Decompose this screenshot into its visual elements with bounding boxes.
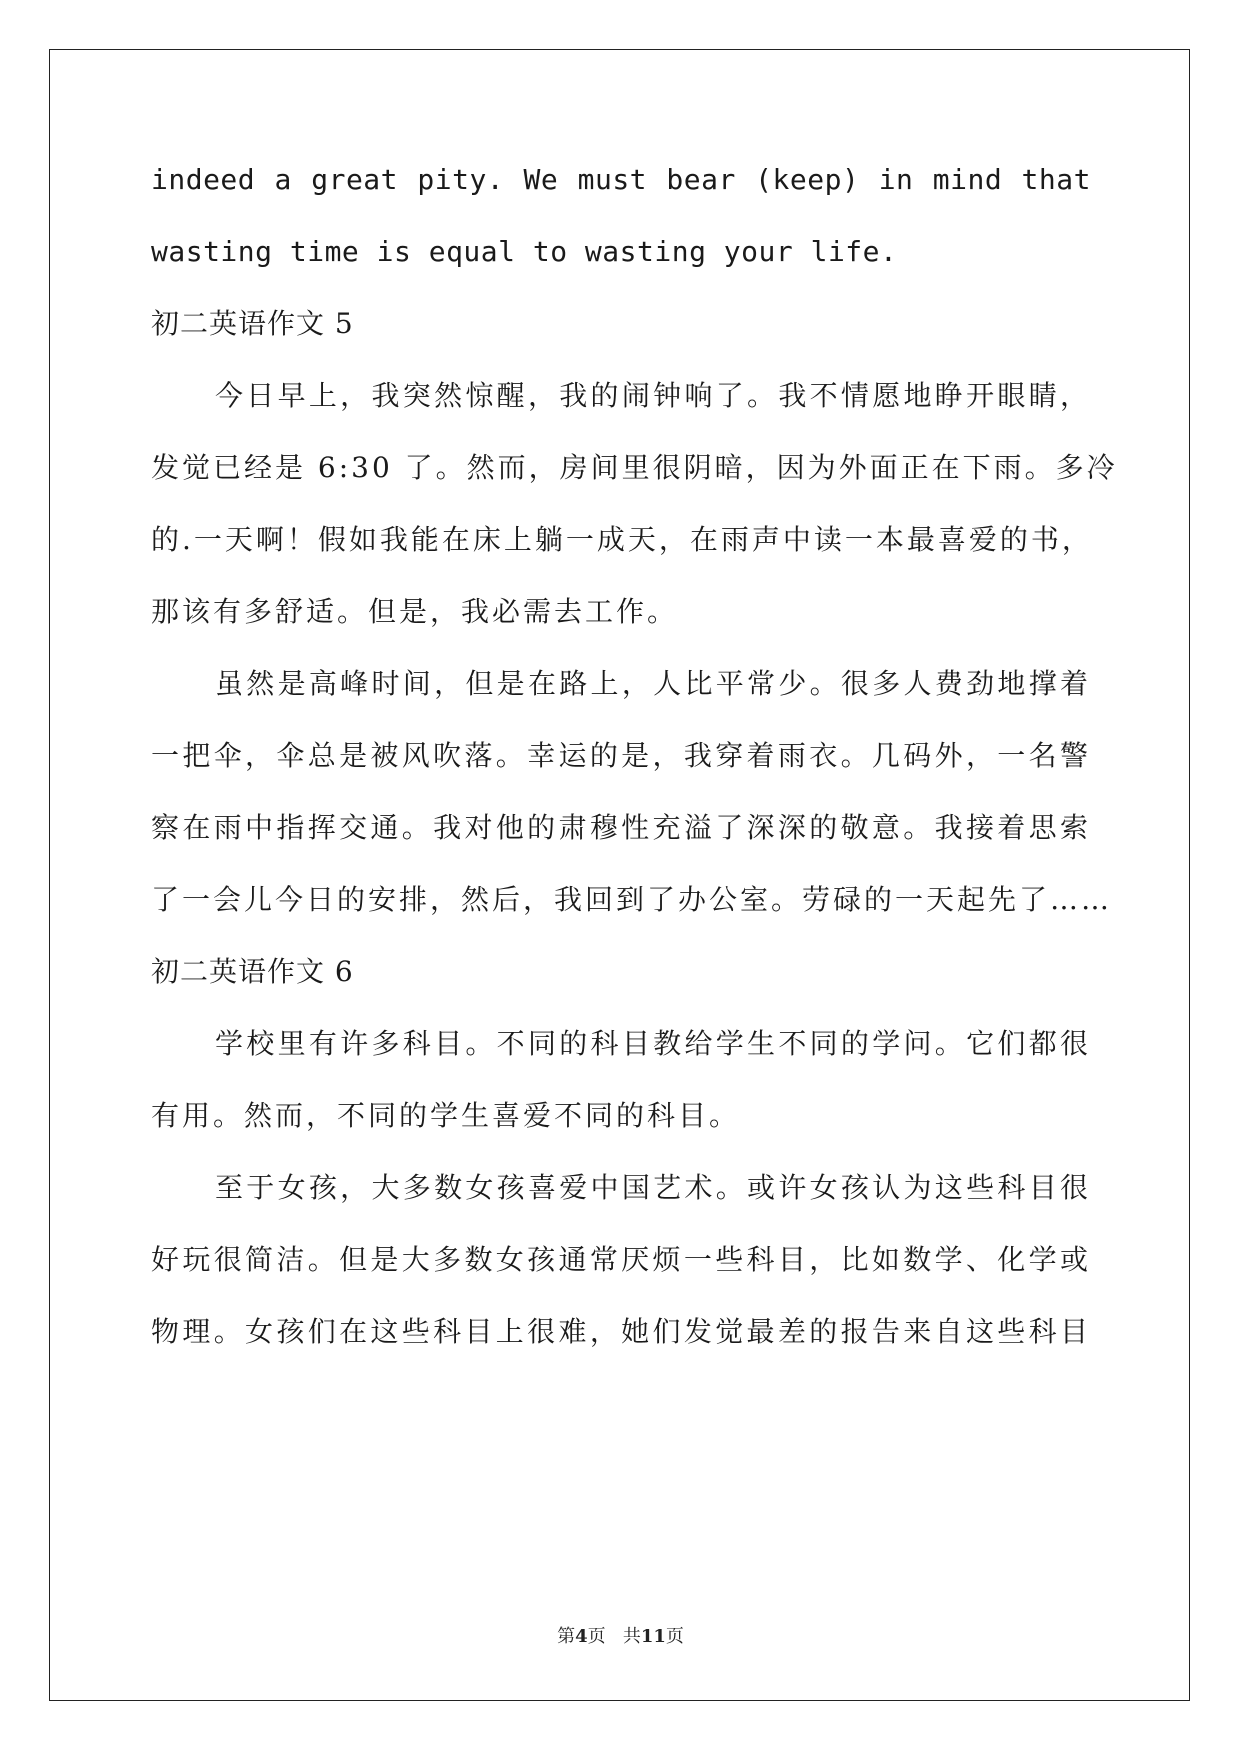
body-line-6: 的.一天啊！假如我能在床上躺一成天，在雨声中读一本最喜爱的书，: [151, 523, 1093, 556]
body-line-8: 虽然是高峰时间，但是在路上，人比平常少。很多人费劲地撑着: [215, 667, 1091, 700]
section-heading-6: 初二英语作文 6: [151, 955, 354, 988]
footer-prefix: 第: [557, 1626, 576, 1647]
body-line-2: wasting time is equal to wasting your life.: [151, 235, 898, 268]
footer-total-prefix: 共: [622, 1626, 641, 1647]
body-line-15: 至于女孩，大多数女孩喜爱中国艺术。或许女孩认为这些科目很: [215, 1171, 1091, 1204]
body-line-1: indeed a great pity. We must bear (keep) in mind that: [151, 163, 1091, 196]
body-line-9: 一把伞，伞总是被风吹落。幸运的是，我穿着雨衣。几码外，一名警: [151, 739, 1091, 772]
footer-page-unit: 页: [587, 1626, 606, 1647]
body-line-11: 了一会儿今日的安排，然后，我回到了办公室。劳碌的一天起先了……: [151, 883, 1113, 916]
body-line-5: 发觉已经是 6:30 了。然而，房间里很阴暗，因为外面正在下雨。多冷: [151, 451, 1118, 484]
body-line-7: 那该有多舒适。但是，我必需去工作。: [151, 595, 679, 628]
body-line-17: 物理。女孩们在这些科目上很难，她们发觉最差的报告来自这些科目: [151, 1315, 1091, 1348]
body-line-4: 今日早上，我突然惊醒，我的闹钟响了。我不情愿地睁开眼睛，: [215, 379, 1091, 412]
body-line-10: 察在雨中指挥交通。我对他的肃穆性充溢了深深的敬意。我接着思索: [151, 811, 1091, 844]
body-line-13: 学校里有许多科目。不同的科目教给学生不同的学问。它们都很: [215, 1027, 1091, 1060]
footer-page-number: 4: [575, 1626, 588, 1647]
footer-total-pages: 11: [640, 1626, 666, 1647]
body-line-14: 有用。然而，不同的学生喜爱不同的科目。: [151, 1099, 741, 1132]
body-line-16: 好玩很简洁。但是大多数女孩通常厌烦一些科目，比如数学、化学或: [151, 1243, 1091, 1276]
page-footer: [0, 1622, 1241, 1648]
footer-total-unit: 页: [665, 1626, 684, 1647]
page-frame: [49, 49, 1190, 1701]
section-heading-5: 初二英语作文 5: [151, 307, 354, 340]
